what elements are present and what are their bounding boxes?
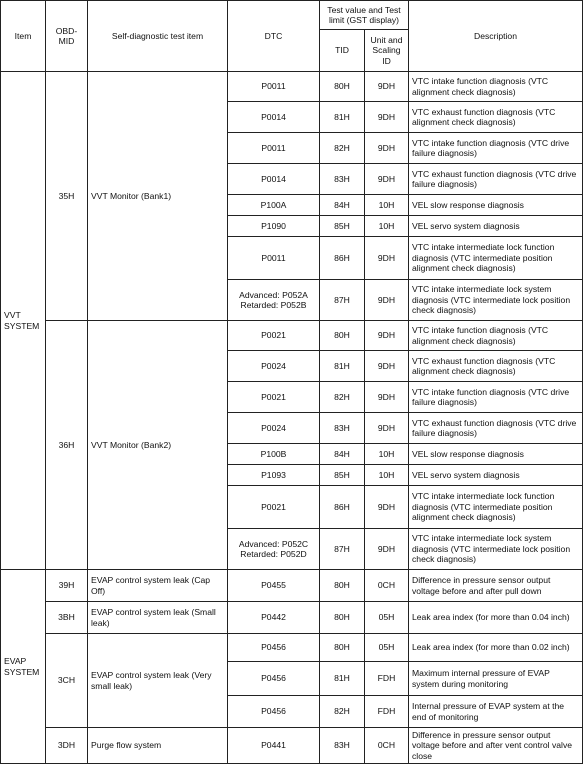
tid-cell: 80H: [320, 634, 365, 662]
tid-cell: 82H: [320, 382, 365, 413]
description-cell: VEL servo system diagnosis: [409, 216, 583, 237]
dtc-cell: P0011: [228, 133, 320, 164]
description-cell: VTC intake function diagnosis (VTC drive failure diagnosis): [409, 382, 583, 413]
test-item-evap-small-leak: EVAP control system leak (Small leak): [88, 602, 228, 634]
description-cell: VTC exhaust function diagnosis (VTC drive failure diagnosis): [409, 164, 583, 195]
description-cell: VTC intake function diagnosis (VTC alignment check diagnosis): [409, 321, 583, 351]
dtc-cell: P0021: [228, 382, 320, 413]
unit-cell: 9DH: [365, 72, 409, 102]
dtc-cell: P0441: [228, 728, 320, 764]
unit-cell: 9DH: [365, 133, 409, 164]
group-evap-system: EVAP SYSTEM: [1, 570, 46, 764]
dtc-cell: P0014: [228, 164, 320, 195]
tid-cell: 80H: [320, 570, 365, 602]
tid-cell: 82H: [320, 696, 365, 728]
tid-cell: 80H: [320, 72, 365, 102]
tid-cell: 83H: [320, 164, 365, 195]
description-cell: VTC intake intermediate lock function diagnosis (VTC intermediate position alignment check diagnosis): [409, 486, 583, 529]
table-row: [1, 321, 583, 351]
unit-cell: 9DH: [365, 382, 409, 413]
header-dtc: DTC: [228, 1, 320, 72]
obd-mid-39h: 39H: [46, 570, 88, 602]
dtc-cell: P0456: [228, 634, 320, 662]
dtc-cell: P100B: [228, 444, 320, 465]
description-cell: VEL slow response diagnosis: [409, 195, 583, 216]
description-cell: VTC intake function diagnosis (VTC drive failure diagnosis): [409, 133, 583, 164]
dtc-cell: P0455: [228, 570, 320, 602]
header-obd-mid: OBD-MID: [46, 1, 88, 72]
description-cell: Difference in pressure sensor output voltage before and after pull down: [409, 570, 583, 602]
unit-cell: 05H: [365, 602, 409, 634]
description-cell: VTC exhaust function diagnosis (VTC alignment check diagnosis): [409, 351, 583, 382]
tid-cell: 81H: [320, 662, 365, 696]
unit-cell: 9DH: [365, 280, 409, 321]
tid-cell: 84H: [320, 195, 365, 216]
description-cell: VTC intake function diagnosis (VTC alignment check diagnosis): [409, 72, 583, 102]
dtc-cell: P1090: [228, 216, 320, 237]
description-cell: Internal pressure of EVAP system at the end of monitoring: [409, 696, 583, 728]
dtc-cell: P1093: [228, 465, 320, 486]
obd-mid-3dh: 3DH: [46, 728, 88, 764]
test-item-vvt-bank1: VVT Monitor (Bank1): [88, 72, 228, 321]
description-cell: VTC exhaust function diagnosis (VTC alignment check diagnosis): [409, 102, 583, 133]
obd-mid-3bh: 3BH: [46, 602, 88, 634]
description-cell: VTC intake intermediate lock system diagnosis (VTC intermediate lock position check diagnosis): [409, 529, 583, 570]
unit-cell: 9DH: [365, 351, 409, 382]
description-cell: Maximum internal pressure of EVAP system during monitoring: [409, 662, 583, 696]
tid-cell: 81H: [320, 351, 365, 382]
tid-cell: 87H: [320, 280, 365, 321]
description-cell: VTC intake intermediate lock system diagnosis (VTC intermediate lock position check diagnosis): [409, 280, 583, 321]
tid-cell: 82H: [320, 133, 365, 164]
unit-cell: 9DH: [365, 486, 409, 529]
unit-cell: 10H: [365, 216, 409, 237]
header-unit: Unit and Scaling ID: [365, 30, 409, 72]
unit-cell: 9DH: [365, 529, 409, 570]
table-row: [1, 634, 583, 662]
dtc-cell: P0021: [228, 321, 320, 351]
dtc-cell: P100A: [228, 195, 320, 216]
dtc-cell: P0456: [228, 696, 320, 728]
test-item-evap-very-small-leak: EVAP control system leak (Very small leak): [88, 634, 228, 728]
description-cell: VEL slow response diagnosis: [409, 444, 583, 465]
header-tid: TID: [320, 30, 365, 72]
dtc-cell: P0024: [228, 413, 320, 444]
table-row: [1, 570, 583, 602]
unit-cell: 9DH: [365, 321, 409, 351]
description-cell: Leak area index (for more than 0.02 inch): [409, 634, 583, 662]
tid-cell: 85H: [320, 216, 365, 237]
unit-cell: FDH: [365, 662, 409, 696]
dtc-cell: Advanced: P052C Retarded: P052D: [228, 529, 320, 570]
unit-cell: 0CH: [365, 570, 409, 602]
tid-cell: 83H: [320, 728, 365, 764]
header-item: Item: [1, 1, 46, 72]
unit-cell: 9DH: [365, 102, 409, 133]
tid-cell: 81H: [320, 102, 365, 133]
description-cell: VEL servo system diagnosis: [409, 465, 583, 486]
description-cell: VTC intake intermediate lock function diagnosis (VTC intermediate position alignment check diagnosis): [409, 237, 583, 280]
test-item-vvt-bank2: VVT Monitor (Bank2): [88, 321, 228, 570]
tid-cell: 85H: [320, 465, 365, 486]
obd-mid-36h: 36H: [46, 321, 88, 570]
unit-cell: 05H: [365, 634, 409, 662]
unit-cell: 9DH: [365, 237, 409, 280]
unit-cell: 10H: [365, 465, 409, 486]
tid-cell: 84H: [320, 444, 365, 465]
description-cell: Difference in pressure sensor output voltage before and after vent control valve close: [409, 728, 583, 764]
unit-cell: FDH: [365, 696, 409, 728]
header-test-value: Test value and Test limit (GST display): [320, 1, 409, 30]
table-row: [1, 72, 583, 102]
table-row: [1, 602, 583, 634]
group-vvt-system: VVT SYSTEM: [1, 72, 46, 570]
unit-cell: 9DH: [365, 164, 409, 195]
tid-cell: 86H: [320, 237, 365, 280]
dtc-cell: P0014: [228, 102, 320, 133]
description-cell: VTC exhaust function diagnosis (VTC drive failure diagnosis): [409, 413, 583, 444]
test-item-evap-cap-off: EVAP control system leak (Cap Off): [88, 570, 228, 602]
dtc-cell: P0021: [228, 486, 320, 529]
tid-cell: 80H: [320, 321, 365, 351]
obd-mid-35h: 35H: [46, 72, 88, 321]
dtc-cell: P0024: [228, 351, 320, 382]
tid-cell: 87H: [320, 529, 365, 570]
unit-cell: 10H: [365, 444, 409, 465]
tid-cell: 83H: [320, 413, 365, 444]
unit-cell: 9DH: [365, 413, 409, 444]
tid-cell: 86H: [320, 486, 365, 529]
unit-cell: 0CH: [365, 728, 409, 764]
header-description: Description: [409, 1, 583, 72]
table-row: [1, 728, 583, 764]
dtc-cell: P0456: [228, 662, 320, 696]
dtc-cell: P0011: [228, 237, 320, 280]
dtc-cell: P0011: [228, 72, 320, 102]
unit-cell: 10H: [365, 195, 409, 216]
obd-mid-3ch: 3CH: [46, 634, 88, 728]
dtc-cell: P0442: [228, 602, 320, 634]
description-cell: Leak area index (for more than 0.04 inch): [409, 602, 583, 634]
header-test-item: Self-diagnostic test item: [88, 1, 228, 72]
test-item-purge-flow: Purge flow system: [88, 728, 228, 764]
dtc-cell: Advanced: P052A Retarded: P052B: [228, 280, 320, 321]
tid-cell: 80H: [320, 602, 365, 634]
